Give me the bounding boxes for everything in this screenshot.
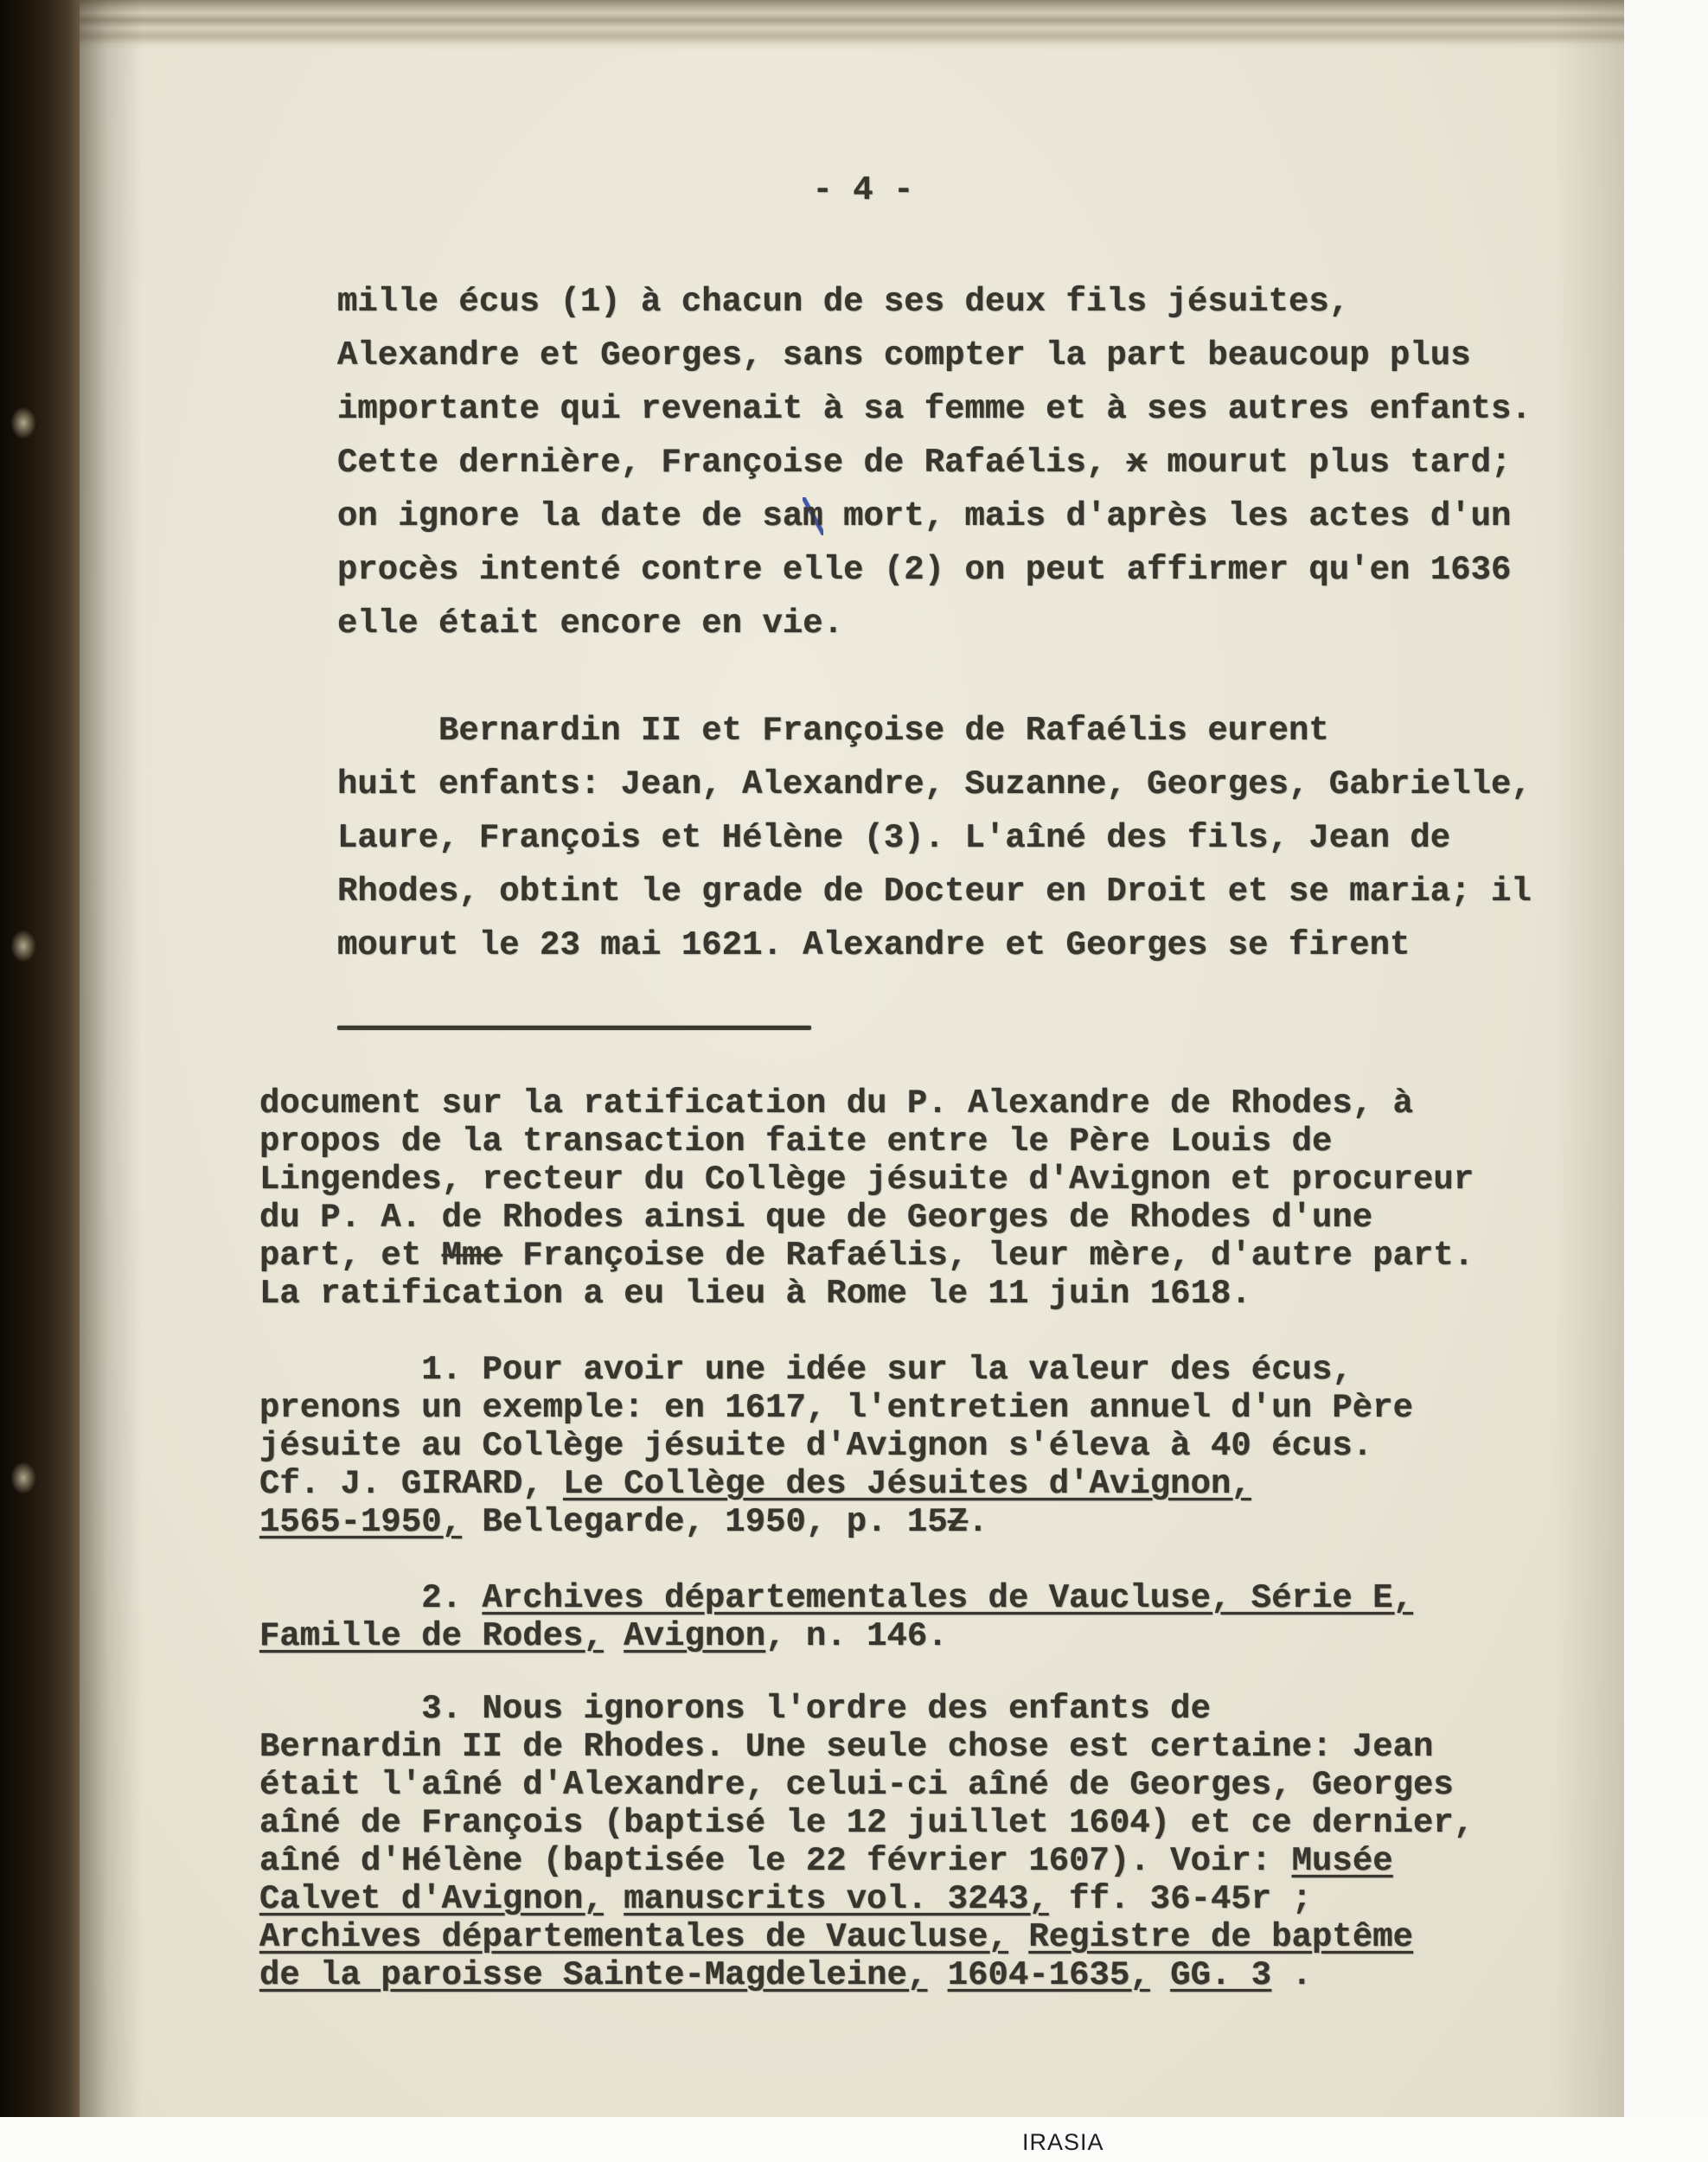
underlined-text: manuscrits vol. 3243, — [624, 1880, 1049, 1918]
text-line — [259, 1804, 1474, 1842]
struck-text: Z — [947, 1503, 969, 1541]
binding-stitch — [10, 406, 36, 439]
text-segment: . — [1271, 1956, 1313, 1994]
text-line — [259, 1503, 1413, 1541]
text-segment: elle était encore en vie. — [337, 604, 844, 643]
text-line — [337, 811, 1532, 865]
underlined-text: Calvet d'Avignon, — [259, 1880, 604, 1918]
underlined-text: Archives départementales de Vaucluse, Série E, — [482, 1579, 1414, 1617]
text-segment: jésuite au Collège jésuite d'Avignon s'éleva à 40 écus. — [259, 1427, 1373, 1465]
text-line — [259, 1084, 1474, 1123]
underlined-text: 1565-1950, — [259, 1503, 463, 1541]
text-segment: , n. 146. — [765, 1617, 948, 1655]
binding-stitch — [10, 1462, 36, 1494]
watermark-label: IRASIA — [1022, 2129, 1104, 2155]
underlined-text: Famille de Rodes, — [259, 1617, 604, 1655]
text-segment: propos de la transaction faite entre le Père Louis de — [259, 1123, 1333, 1161]
footnote-1 — [259, 1351, 1413, 1541]
text-line — [259, 1237, 1474, 1275]
text-segment — [1008, 1918, 1028, 1956]
underlined-text: 1604-1635, — [947, 1956, 1150, 1994]
text-segment: huit enfants: Jean, Alexandre, Suzanne, Georges, Gabrielle, — [337, 765, 1532, 803]
text-segment: Bernardin II et Françoise de Rafaélis eurent — [337, 712, 1329, 750]
text-segment: Laure, François et Hélène (3). L'aîné des fils, Jean de — [337, 819, 1451, 857]
text-segment: . — [968, 1503, 988, 1541]
pen-corrected-text: m — [803, 497, 823, 535]
text-line — [259, 1690, 1474, 1728]
underlined-text: GG. 3 — [1170, 1956, 1272, 1994]
page-edge-shadow — [1553, 0, 1624, 2127]
text-segment: Alexandre et Georges, sans compter la part beaucoup plus — [337, 336, 1471, 374]
text-line — [337, 597, 1532, 650]
text-line — [259, 1161, 1474, 1199]
text-segment: mourut plus tard; — [1147, 444, 1512, 482]
text-segment: Lingendes, recteur du Collège jésuite d'Avignon et procureur — [259, 1161, 1475, 1199]
text-segment: procès intenté contre elle (2) on peut affirmer qu'en 1636 — [337, 551, 1512, 589]
gutter-shadow — [80, 0, 142, 2127]
text-segment — [927, 1956, 947, 1994]
text-line — [259, 1389, 1413, 1427]
text-line — [337, 543, 1532, 597]
struck-text: Mme — [441, 1237, 502, 1275]
text-segment: Rhodes, obtint le grade de Docteur en Droit et se maria; il — [337, 873, 1532, 911]
text-line — [259, 1766, 1474, 1804]
main-paragraph-1 — [337, 275, 1532, 650]
book-spine — [0, 0, 80, 2129]
text-line — [259, 1918, 1474, 1956]
footnote-separator — [337, 1026, 811, 1030]
text-segment: part, et — [259, 1237, 442, 1275]
text-segment: ff. 36-45r ; — [1048, 1880, 1313, 1918]
text-line — [259, 1956, 1474, 1994]
text-segment: document sur la ratification du P. Alexandre de Rhodes, à — [259, 1084, 1414, 1123]
underlined-text: de la paroisse Sainte-Magdeleine, — [259, 1956, 928, 1994]
photo-frame-bottom — [0, 2117, 1708, 2162]
text-line — [337, 382, 1532, 436]
text-line — [337, 704, 1532, 758]
text-line — [259, 1579, 1413, 1617]
text-segment: Cf. J. GIRARD, — [259, 1465, 564, 1503]
page-stack-edges — [80, 0, 1624, 50]
text-line — [337, 489, 1532, 543]
text-line — [337, 436, 1532, 489]
text-line — [337, 275, 1532, 329]
text-line — [259, 1880, 1474, 1918]
footnote-2 — [259, 1579, 1413, 1655]
text-line — [259, 1199, 1474, 1237]
text-segment: aîné de François (baptisé le 12 juillet 1604) et ce dernier, — [259, 1804, 1475, 1842]
struck-text: x — [1126, 444, 1148, 482]
photo-frame-right — [1624, 0, 1708, 2162]
footnote-3 — [259, 1690, 1474, 1994]
page-number: - 4 - — [812, 171, 914, 209]
text-segment: était l'aîné d'Alexandre, celui-ci aîné de Georges, Georges — [259, 1766, 1454, 1804]
text-line — [337, 329, 1532, 382]
text-segment — [604, 1880, 624, 1918]
underlined-text: Le Collège des Jésuites d'Avignon, — [563, 1465, 1251, 1503]
text-line — [259, 1465, 1413, 1503]
text-line — [259, 1842, 1474, 1880]
underlined-text: Registre de baptême — [1028, 1918, 1414, 1956]
text-segment: Bellegarde, 1950, p. 15 — [462, 1503, 948, 1541]
text-segment: du P. A. de Rhodes ainsi que de Georges de Rhodes d'une — [259, 1199, 1373, 1237]
underlined-text: Musée — [1291, 1842, 1393, 1880]
text-line — [259, 1427, 1413, 1465]
text-segment: 2. — [259, 1579, 483, 1617]
text-segment: mourut le 23 mai 1621. Alexandre et Georges se firent — [337, 926, 1411, 964]
text-segment: Cette dernière, Françoise de Rafaélis, — [337, 444, 1127, 482]
text-segment: prenons un exemple: en 1617, l'entretien annuel d'un Père — [259, 1389, 1414, 1427]
text-segment: mort, mais d'après les actes d'un — [822, 497, 1512, 535]
underlined-text: Avignon — [624, 1617, 766, 1655]
text-line — [337, 758, 1532, 811]
text-line — [259, 1275, 1474, 1313]
text-line — [337, 918, 1532, 972]
underlined-text: Archives départementales de Vaucluse, — [259, 1918, 1008, 1956]
text-segment: 3. Nous ignorons l'ordre des enfants de — [259, 1690, 1211, 1728]
text-segment — [604, 1617, 624, 1655]
text-line — [259, 1617, 1413, 1655]
footnote-continuation — [259, 1084, 1474, 1313]
text-segment: aîné d'Hélène (baptisée le 22 février 1607). Voir: — [259, 1842, 1292, 1880]
text-segment: La ratification a eu lieu à Rome le 11 juin 1618. — [259, 1275, 1251, 1313]
text-line — [259, 1351, 1413, 1389]
text-segment: Bernardin II de Rhodes. Une seule chose est certaine: Jean — [259, 1728, 1434, 1766]
text-segment: on ignore la date de sa — [337, 497, 803, 535]
text-line — [259, 1123, 1474, 1161]
text-line — [337, 865, 1532, 918]
text-segment: mille écus (1) à chacun de ses deux fils jésuites, — [337, 283, 1350, 321]
text-segment — [1150, 1956, 1170, 1994]
text-line — [259, 1728, 1474, 1766]
binding-stitch — [10, 930, 36, 963]
main-paragraph-2 — [337, 704, 1532, 972]
text-segment: 1. Pour avoir une idée sur la valeur des écus, — [259, 1351, 1353, 1389]
text-segment: Françoise de Rafaélis, leur mère, d'autre part. — [502, 1237, 1475, 1275]
text-segment: importante qui revenait à sa femme et à ses autres enfants. — [337, 390, 1532, 428]
